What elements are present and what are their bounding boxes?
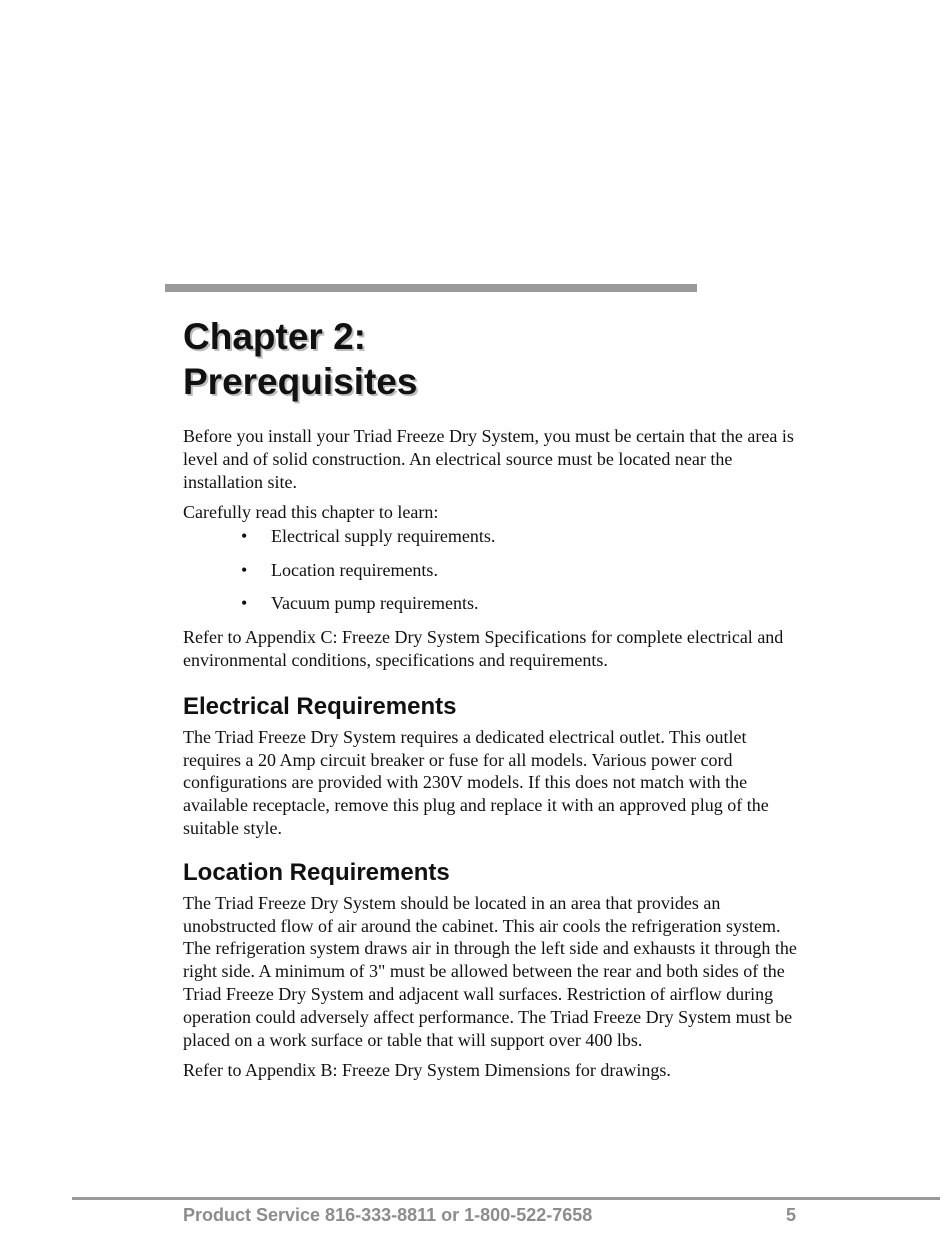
bullet-icon: • bbox=[241, 526, 248, 547]
electrical-requirements-paragraph: The Triad Freeze Dry System requires a dedicated electrical outlet. This outlet requires a 20 Amp circuit breaker or fuse for all models. Various power cord configurations are provided with 230V models. If this does not match with the available receptacle, remove this plug and replace it with an approved plug of the suitable style. bbox=[183, 726, 769, 838]
intro-lead: Carefully read this chapter to learn: bbox=[183, 502, 439, 523]
location-requirements-heading: Location Requirements bbox=[183, 858, 450, 886]
list-item bbox=[183, 525, 803, 548]
chapter-title-number: Chapter 2: bbox=[183, 316, 366, 357]
electrical-requirements-heading: Electrical Requirements bbox=[183, 692, 457, 720]
footer-service-line: Product Service 816-333-8811 or 1-800-522-7658 bbox=[183, 1205, 593, 1225]
bullet-icon: • bbox=[241, 593, 248, 614]
footer-rule bbox=[72, 1197, 940, 1200]
chapter-title bbox=[183, 314, 803, 404]
chapter-body bbox=[183, 425, 803, 1082]
bullet-icon: • bbox=[241, 559, 248, 580]
appendix-b-reference: Refer to Appendix B: Freeze Dry System Dimensions for drawings. bbox=[183, 1060, 671, 1081]
list-item-text: Electrical supply requirements. bbox=[271, 526, 496, 547]
list-item bbox=[183, 559, 803, 582]
intro-paragraph: Before you install your Triad Freeze Dry System, you must be certain that the area is level and of solid construction. An electrical source must be located near the installation site. bbox=[183, 426, 794, 492]
chapter-title-name: Prerequisites bbox=[183, 361, 418, 402]
appendix-c-reference: Refer to Appendix C: Freeze Dry System Specifications for complete electrical and environmental conditions, specifications and requirements. bbox=[183, 627, 784, 670]
chapter-top-rule bbox=[165, 284, 697, 292]
page-number: 5 bbox=[786, 1205, 797, 1225]
list-item-text: Vacuum pump requirements. bbox=[271, 593, 479, 614]
list-item bbox=[183, 592, 803, 615]
location-requirements-paragraph: The Triad Freeze Dry System should be located in an area that provides an unobstructed flow of air around the cabinet. This air cools the refrigeration system. The refrigeration system draws air in through the left side and exhausts it through the right side. A minimum of 3" must be allowed between the rear and both sides of the Triad Freeze Dry System and adjacent wall surfaces. Restriction of airflow during operation could adversely affect performance. The Triad Freeze Dry System must be placed on a work surface or table that will support over 400 lbs. bbox=[183, 892, 797, 1050]
requirements-list bbox=[183, 525, 803, 615]
list-item-text: Location requirements. bbox=[271, 559, 438, 580]
